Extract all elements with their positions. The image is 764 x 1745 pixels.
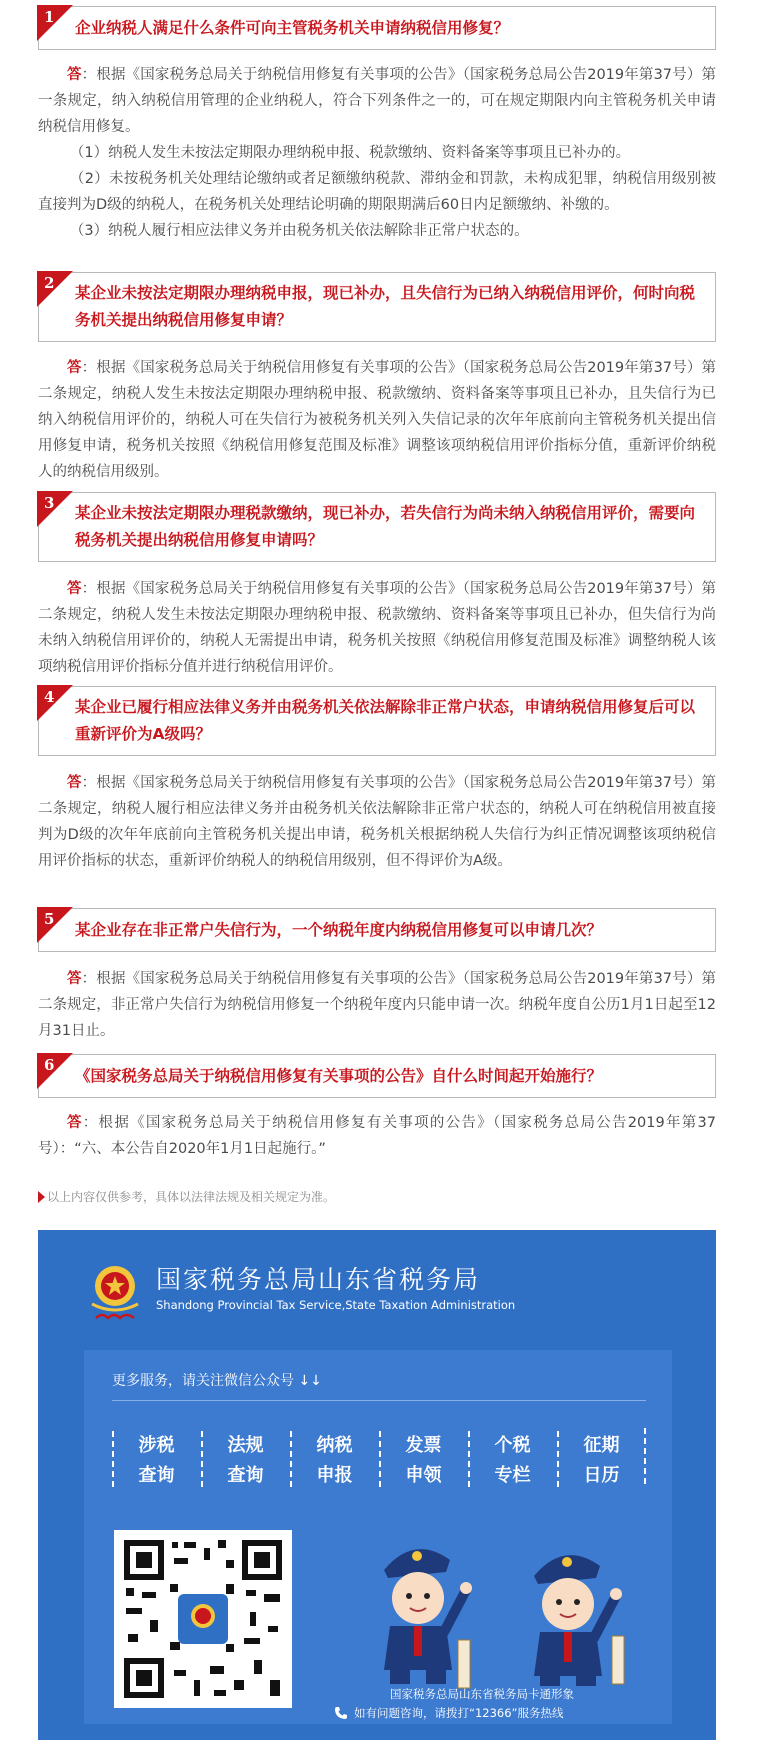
question-number: 4 xyxy=(44,688,55,706)
hotline xyxy=(334,1705,564,1721)
service-label: 涉税查询 xyxy=(138,1435,175,1486)
question-box-5 xyxy=(38,908,716,952)
service-label: 发票申领 xyxy=(405,1435,442,1486)
answer-label: 答 xyxy=(67,67,82,83)
question-box-1 xyxy=(38,6,716,50)
answer-block-6 xyxy=(38,1110,716,1162)
question-text: 某企业未按法定期限办理纳税申报，现已补办，且失信行为已纳入纳税信用评价，何时向税务机关提出纳税信用修复申请？ xyxy=(75,284,696,329)
service-invoice-apply[interactable] xyxy=(379,1429,468,1493)
answer-block-1 xyxy=(38,62,716,244)
service-label: 征期日历 xyxy=(583,1435,620,1486)
number-flag xyxy=(37,5,73,41)
tax-emblem-icon xyxy=(82,1260,148,1326)
answer-label: 答 xyxy=(67,360,82,376)
question-text: 某企业未按法定期限办理税款缴纳，现已补办，若失信行为尚未纳入纳税信用评价，需要向税务机关提出纳税信用修复申请吗？ xyxy=(75,504,696,549)
answer-block-5 xyxy=(38,966,716,1044)
question-box-2 xyxy=(38,272,716,342)
number-flag xyxy=(37,491,73,527)
service-tax-query[interactable] xyxy=(112,1429,201,1493)
answer-text: ：根据《国家税务总局关于纳税信用修复有关事项的公告》（国家税务总局公告2019年第37号）第二条规定，纳税人履行相应法律义务并由税务机关依法解除非正常户状态的，纳税人可在纳税信用被直接判为D级的次年年底前向主管税务机关提出申请，税务机关根据纳税人失信行为纠正情况调整该项纳税信用评价指标的状态，重新评价纳税人的纳税信用级别，但不得评价为A级。 xyxy=(38,775,716,869)
question-text: 某企业已履行相应法律义务并由税务机关依法解除非正常户状态，申请纳税信用修复后可以重新评价为A级吗？ xyxy=(75,698,696,743)
org-name-cn: 国家税务总局山东省税务局 xyxy=(156,1265,481,1294)
question-number: 1 xyxy=(44,8,55,26)
service-panel xyxy=(84,1350,672,1724)
answer-text: ：根据《国家税务总局关于纳税信用修复有关事项的公告》（国家税务总局公告2019年第37号）：“六、本公告自2020年1月1日起施行。” xyxy=(38,1115,716,1157)
answer-item: （1）纳税人发生未按法定期限办理纳税申报、税款缴纳、资料备案等事项且已补办的。 xyxy=(69,145,631,161)
question-box-4 xyxy=(38,686,716,756)
promo-banner xyxy=(38,1230,716,1740)
answer-text: ：根据《国家税务总局关于纳税信用修复有关事项的公告》（国家税务总局公告2019年第37号）第一条规定，纳入纳税信用管理的企业纳税人，符合下列条件之一的，可在规定期限内向主管税务机关申请纳税信用修复。 xyxy=(38,67,716,135)
service-menu xyxy=(112,1426,646,1496)
service-law-query[interactable] xyxy=(201,1429,290,1493)
divider xyxy=(112,1400,646,1401)
question-number: 2 xyxy=(44,274,55,292)
triangle-marker-icon xyxy=(38,1191,45,1203)
answer-label: 答 xyxy=(67,581,82,597)
answer-block-2 xyxy=(38,355,716,485)
question-number: 3 xyxy=(44,494,55,512)
service-tax-calendar[interactable] xyxy=(557,1429,646,1493)
answer-label: 答 xyxy=(67,1115,83,1131)
answer-item: （3）纳税人履行相应法律义务并由税务机关依法解除非正常户状态的。 xyxy=(69,223,529,239)
question-text: 《国家税务总局关于纳税信用修复有关事项的公告》自什么时间起开始施行？ xyxy=(75,1066,603,1085)
service-personal-tax[interactable] xyxy=(468,1429,557,1493)
answer-block-3 xyxy=(38,576,716,680)
answer-label: 答 xyxy=(67,775,82,791)
phone-icon xyxy=(334,1706,348,1720)
mascot-caption: 国家税务总局山东省税务局卡通形象 xyxy=(390,1687,574,1701)
question-text: 某企业存在非正常户失信行为，一个纳税年度内纳税信用修复可以申请几次？ xyxy=(75,920,603,939)
hotline-text: 如有问题咨询，请拨打“12366”服务热线 xyxy=(354,1706,564,1720)
answer-item: （2）未按税务机关处理结论缴纳或者足额缴纳税款、滞纳金和罚款，未构成犯罪，纳税信用级别被直接判为D级的纳税人，在税务机关处理结论明确的期限期满后60日内足额缴纳、补缴的。 xyxy=(38,171,716,213)
service-label: 纳税申报 xyxy=(316,1435,353,1486)
answer-text: ：根据《国家税务总局关于纳税信用修复有关事项的公告》（国家税务总局公告2019年第37号）第二条规定，纳税人发生未按法定期限办理纳税申报、税款缴纳、资料备案等事项且已补办，且失信行为已纳入纳税信用评价的，纳税人可在失信行为被税务机关列入失信记录的次年年底前向主管税务机关提出信用修复申请，税务机关按照《纳税信用修复范围及标准》调整该项纳税信用评价指标分值，重新评价纳税人的纳税信用级别。 xyxy=(38,360,716,480)
number-flag xyxy=(37,907,73,943)
service-tax-filing[interactable] xyxy=(290,1429,379,1493)
answer-text: ：根据《国家税务总局关于纳税信用修复有关事项的公告》（国家税务总局公告2019年第37号）第二条规定，非正常户失信行为纳税信用修复一个纳税年度内只能申请一次。纳税年度自公历1月1日起至12月31日止。 xyxy=(38,971,716,1039)
question-number: 5 xyxy=(44,910,55,928)
question-box-3 xyxy=(38,492,716,562)
service-label: 个税专栏 xyxy=(494,1435,531,1486)
number-flag xyxy=(37,685,73,721)
answer-text: ：根据《国家税务总局关于纳税信用修复有关事项的公告》（国家税务总局公告2019年第37号）第二条规定，纳税人发生未按法定期限办理纳税申报、税款缴纳、资料备案等事项且已补办，但失信行为尚未纳入纳税信用评价的，纳税人无需提出申请，税务机关按照《纳税信用修复范围及标准》调整纳税人该项纳税信用评价指标分值并进行纳税信用评价。 xyxy=(38,581,716,675)
disclaimer-note xyxy=(38,1188,335,1205)
number-flag xyxy=(37,1053,73,1089)
answer-label: 答 xyxy=(67,971,82,987)
question-box-6 xyxy=(38,1054,716,1098)
answer-block-4 xyxy=(38,770,716,874)
question-number: 6 xyxy=(44,1056,55,1074)
disclaimer-text: 以上内容仅供参考，具体以法律法规及相关规定为准。 xyxy=(47,1190,336,1204)
qr-code[interactable] xyxy=(114,1530,292,1708)
org-name-en: Shandong Provincial Tax Service,State Taxation Administration xyxy=(156,1298,516,1312)
number-flag xyxy=(37,271,73,307)
question-text: 企业纳税人满足什么条件可向主管税务机关申请纳税信用修复？ xyxy=(75,18,510,37)
follow-hint: 更多服务，请关注微信公众号 ↓↓ xyxy=(112,1373,322,1389)
mascot-illustration xyxy=(354,1520,654,1690)
service-label: 法规查询 xyxy=(227,1435,264,1486)
